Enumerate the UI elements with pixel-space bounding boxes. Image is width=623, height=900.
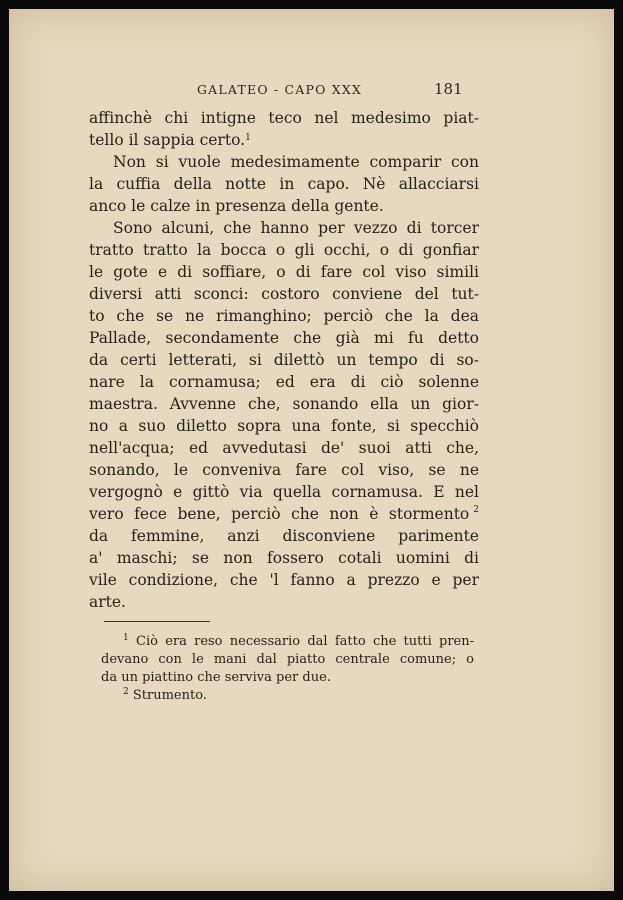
footnote-marker-1: 1 (245, 133, 251, 143)
text-line: maestra. Avvenne che, sonando ella un gior- (89, 395, 479, 413)
text-line: a' maschi; se non fossero cotali uomini di (89, 549, 479, 567)
page-number: 181 (434, 80, 463, 98)
text-line: da certi letterati, si dilettò un tempo di so- (89, 351, 479, 369)
text-line: vergognò e gittò via quella cornamusa. E nel (89, 483, 479, 501)
text-line: sonando, le conveniva fare col viso, se ne (89, 461, 479, 479)
footnote-1-marker: 1 (123, 633, 129, 643)
text-line: Pallade, secondamente che già mi fu detto (89, 329, 479, 347)
footnote-text: Ciò era reso necessario dal fatto che tutti pren- (136, 634, 474, 649)
footnote-text: da un piattino che serviva per due. (101, 670, 331, 685)
body-text (89, 107, 479, 613)
text-line: affinchè chi intigne teco nel medesimo piat- (89, 109, 479, 127)
footnote-separator (104, 621, 210, 622)
text-line: Sono alcuni, che hanno per vezzo di torcer (113, 219, 479, 237)
text-line: nare la cornamusa; ed era di ciò solenne (89, 373, 479, 391)
book-page (9, 9, 614, 891)
text-line: anco le calze in presenza della gente. (89, 197, 384, 215)
footnote-1 (101, 633, 474, 651)
text-line: vile condizione, che 'l fanno a prezzo e per (89, 571, 479, 589)
text-line-content: vero fece bene, perciò che non è stormento (89, 505, 470, 523)
footnote-2-marker: 2 (123, 687, 129, 697)
text-line: diversi atti sconci: costoro conviene del tut- (89, 285, 479, 303)
running-title: GALATEO - CAPO XXX (197, 82, 363, 97)
text-line: da femmine, anzi disconviene parimente (89, 527, 479, 545)
text-line (89, 503, 479, 525)
text-line (89, 129, 479, 151)
footnotes (101, 633, 474, 705)
text-line: la cuffia della notte in capo. Nè allacciarsi (89, 175, 479, 193)
footnote-text: devano con le mani dal piatto centrale comune; o (101, 652, 474, 667)
text-line: to che se ne rimanghino; perciò che la dea (89, 307, 479, 325)
text-line: Non si vuole medesimamente comparir con (113, 153, 479, 171)
footnote-2 (101, 687, 474, 705)
text-line: le gote e di soffiare, o di fare col viso simili (89, 263, 479, 281)
footnote-marker-2: 2 (473, 505, 479, 515)
page-header (9, 80, 614, 102)
footnote-text: Strumento. (132, 688, 207, 703)
text-line-content: tello il sappia certo. (89, 131, 246, 149)
text-line: no a suo diletto sopra una fonte, si specchiò (89, 417, 479, 435)
text-line: arte. (89, 593, 126, 611)
text-line: nell'acqua; ed avvedutasi de' suoi atti che, (89, 439, 479, 457)
text-line: tratto tratto la bocca o gli occhi, o di gonfiar (89, 241, 479, 259)
